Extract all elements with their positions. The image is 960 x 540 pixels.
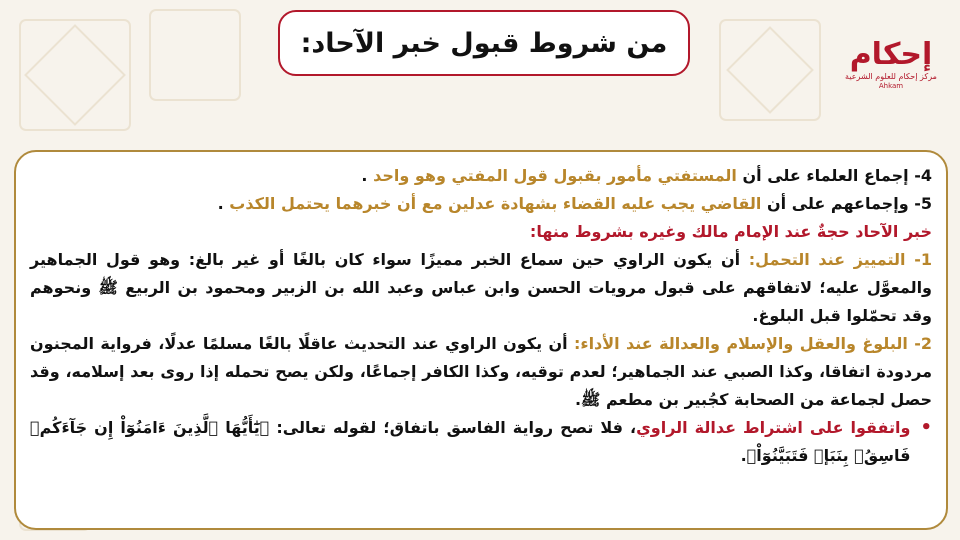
item-4-number: 4- xyxy=(914,166,932,185)
bullet-label: واتفقوا على اشتراط عدالة الراوي xyxy=(636,418,911,437)
logo-word: إحكام xyxy=(849,37,933,72)
bullet-text: ، فلا تصح رواية الفاسق باتفاق؛ لقوله تعالى: ﴿يَٰٓأَيُّهَا ٱلَّذِينَ ءَامَنُوٓاْ إِن جَآءَكُمۡ فَاسِقُۢ بِنَبَإٖ فَتَبَيَّنُوٓاْ﴾. xyxy=(30,418,911,465)
item-4 xyxy=(30,162,932,190)
condition-1-text: أن يكون الراوي حين سماع الخبر مميزًا سواء كان بالغًا أو غير بالغ: وهو قول الجماهير والمعوَّل عليه؛ لاتفاقهم على قبول مرويات الحسن وابن عباس وعبد الله بن الزبير ومحمود بن الربيع ﷺ ونحوهم وقد تحمّلوا قبل البلوغ. xyxy=(30,250,932,325)
bullet-icon: • xyxy=(920,417,932,438)
item-5-end: . xyxy=(217,194,224,213)
title-box xyxy=(278,10,690,76)
logo-sub: Ahkam xyxy=(878,82,904,90)
condition-2-text: أن يكون الراوي عند التحديث عاقلًا بالغًا مسلمًا عدلًا، فرواية المجنون مردودة اتفاقا، وكذا الصبي عند الجماهير؛ لعدم توقيه، وكذا الكافر إجماعًا، ولكن يصح تحمله إذا روى بعد إسلامه، وقد حصل لجماعة من الصحابة كجُبير بن مطعم ﷺ. xyxy=(30,334,932,409)
content-box xyxy=(14,150,948,530)
condition-2 xyxy=(30,330,932,414)
bullet-item xyxy=(30,414,932,470)
item-4-text: إجماع العلماء على أن xyxy=(736,166,909,185)
item-5-number: 5- xyxy=(914,194,932,213)
condition-1-label: 1- التمييز عند التحمل: xyxy=(748,250,932,269)
section-heading: خبر الآحاد حجةٌ عند الإمام مالك وغيره بشروط منها: xyxy=(529,222,932,241)
item-5-highlight: القاضي يجب عليه القضاء بشهادة عدلين مع أن خبرهما يحتمل الكذب xyxy=(229,194,762,213)
item-5 xyxy=(30,190,932,218)
page-title: من شروط قبول خبر الآحاد: xyxy=(300,27,668,59)
condition-2-label: 2- البلوغ والعقل والإسلام والعدالة عند الأداء: xyxy=(573,334,933,353)
logo-tagline: مركز إحكام للعلوم الشرعية xyxy=(845,72,937,81)
item-4-end: . xyxy=(361,166,368,185)
condition-1 xyxy=(30,246,932,330)
bullet-content xyxy=(30,414,910,470)
item-5-text: وإجماعهم على أن xyxy=(761,194,909,213)
item-4-highlight: المستفتي مأمور بقبول قول المفتي وهو واحد xyxy=(373,166,737,185)
logo xyxy=(836,18,946,96)
